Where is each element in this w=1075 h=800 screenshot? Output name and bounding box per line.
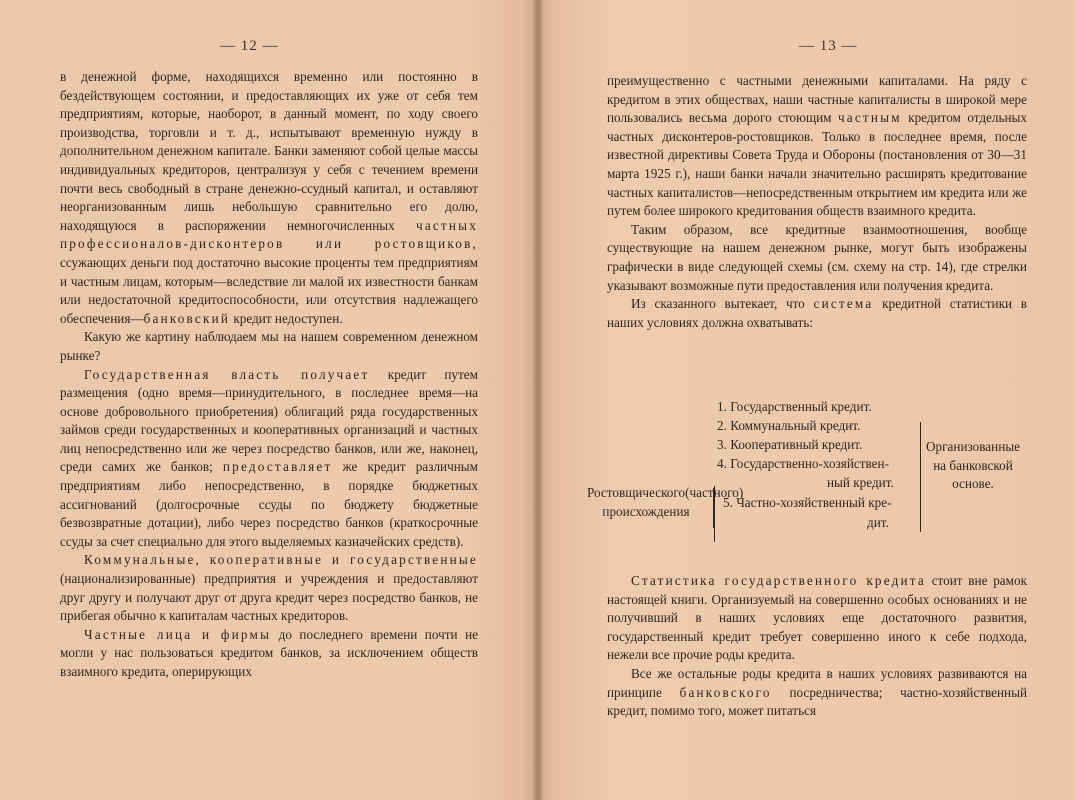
item5-brace — [713, 488, 721, 528]
paragraph: Государственная власть получает кредит путем размещения (одно время—принудительного, в последнее время—на основе добровольного приобретения) облигаций ряда государственных займов среди государственных и кооперативных организаций и частных лиц непосредственно или же через посредство банков, или же, наконец, среди самих же банков; предоставляет же кредит различным предприятиям либо непосредственно, в порядке бюджетных ассигнований (долгосрочные ссуды по бюджету бюджетные безвозвратные дотации), либо через посредство банков (краткосрочные ссуды за счет специально для этого выделяемых казначейских средств). — [60, 366, 478, 549]
usury-label: Ростовщического(частного) происхождения — [587, 485, 744, 519]
page-number-12: — 12 — — [220, 38, 279, 54]
book-gutter — [532, 0, 544, 800]
scheme-item-1: 1. Государственный кредит. — [717, 399, 872, 414]
paragraph: преимущественно с частными денежными капиталами. На ряду с кредитом в этих обществах, наши частные капиталисты в широкой мере пользовались весьма дорого стоющим частным кредитом отдельных частных дисконтеров-ростовщиков. Только в последнее время, после известной директивы Совета Труда и Обороны (постановления от 30—31 марта 1925 г.), наши банки начали значительно расширять кредитование частных капиталистов—непосредственным открытием им кредита или же путем более широкого кредитования обществ взаимного кредита. — [607, 73, 1027, 219]
scheme-item-2: 2. Коммунальный кредит. — [717, 418, 861, 433]
left-page — [0, 0, 537, 800]
right-page-text-bottom — [607, 572, 1027, 721]
paragraph: Из сказанного вытекает, что система кредитной статистики в наших условиях должна охватывать: — [607, 296, 1027, 330]
scheme-item-5a: 5. Частно-хозяйственный кре- — [723, 495, 892, 510]
scheme-item-5b: дит. — [867, 515, 889, 530]
paragraph: Какую же картину наблюдаем мы на нашем современном денежном рынке? — [60, 329, 478, 363]
right-page — [537, 0, 1074, 800]
paragraph: Частные лица и фирмы до последнего времени почти не могли у нас пользоваться кредитом банков, за исключением обществ взаимного кредита, оперирующих — [60, 626, 478, 679]
paragraph: Все же остальные роды кредита в наших условиях развиваются на принципе банковского посредничества; частно-хозяйственный кредит, помимо того, может питаться — [607, 665, 1027, 719]
page-number-13: — 13 — — [799, 38, 858, 54]
paragraph: Статистика государственного кредита стоит вне рамок настоящей книги. Организуемый на совершенно особых основаниях и не получивший в наших условиях еще достаточного развития, государственный кредит требует совершенно иного к себе подхода, нежели все прочие роды кредита. — [607, 573, 1027, 663]
paragraph: Коммунальные, кооперативные и государственные (национализированные) предприятия и учреждения и предоставляют друг другу и получают друг от друга кредит через посредство банков, не прибегая обычно к капиталам частных кредиторов. — [60, 552, 478, 624]
left-page-text — [60, 68, 478, 682]
paragraph: Таким образом, все кредитные взаимоотношения, вообще существующие на нашем денежном рынке, могут быть изображены графически в виде следующей схемы (см. схему на стр. 14), где стрелки указывают возможные пути предоставления или получения кредита. — [607, 221, 1027, 293]
organized-label: Организованные на банковской основе. — [926, 439, 1020, 492]
paragraph: в денежной форме, находящихся временно или постоянно в бездействующем состоянии, и предоставляющих их уже от себя тем предприятиям, которые, наоборот, в данный момент, по ходу своего производства, торговли и т. д., испытывают временную нужду в дополнительном денежном капитале. Банки заменяют собой целые массы индивидуальных кредиторов, централизуя у себя с течением времени почти весь свободный в стране денежно-ссудный капитал, и оставляют неорганизованным лишь небольшую сравнительно его долю, находящуюся в распоряжении немногочисленных частных профессионалов-дисконтеров или ростовщиков, ссужающих деньги под достаточно высокие проценты тем предприятиям и частным лицам, которым—вследствие ли малой их известности банкам или недостаточной кредитоспособности, или отсутствия надлежащего обеспечения—банковский кредит недоступен. — [60, 69, 478, 326]
organized-brace — [911, 422, 921, 532]
credit-scheme — [587, 398, 1027, 543]
scheme-item-3: 3. Кооперативный кредит. — [717, 437, 863, 452]
scheme-item-4b: ный кредит. — [827, 475, 894, 490]
scheme-item-4a: 4. Государственно-хозяйствен- — [717, 456, 889, 471]
right-page-text-top — [607, 72, 1027, 332]
